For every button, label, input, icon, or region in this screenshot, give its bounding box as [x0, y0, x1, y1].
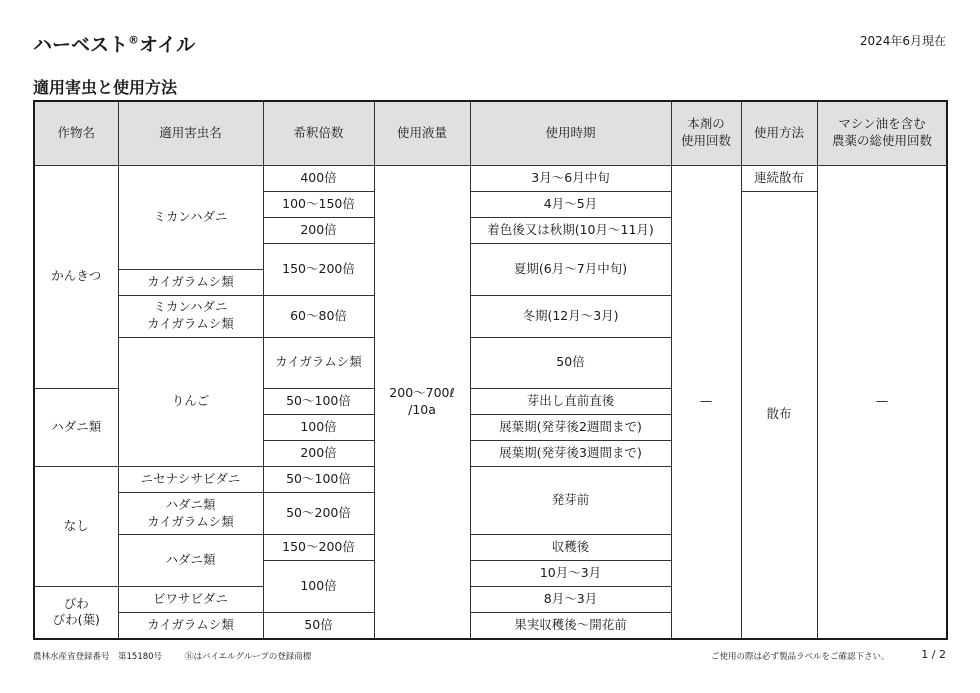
pest-cell: カイガラムシ類: [263, 337, 374, 389]
timing-cell: 芽出し直前直後: [470, 389, 671, 415]
timing-cell: 10月〜3月: [470, 561, 671, 587]
timing-cell: 発芽前: [470, 467, 671, 535]
timing-cell: 果実収穫後〜開花前: [470, 613, 671, 639]
header-method: 使用方法: [741, 101, 817, 165]
timing-cell: 収穫後: [470, 535, 671, 561]
timing-cell: 冬期(12月〜3月): [470, 295, 671, 337]
dilution-cell: 50〜200倍: [263, 493, 374, 535]
registration-number: 農林水産省登録番号 第15180号: [33, 652, 163, 662]
header-volume: 使用液量: [374, 101, 470, 165]
trademark-note: Ⓡはバイエルグループの登録商標: [185, 652, 312, 662]
timing-cell: 着色後又は秋期(10月〜11月): [470, 217, 671, 243]
total-cell: —: [817, 165, 947, 639]
crop-cell: びわ びわ(葉): [34, 587, 118, 639]
pest-cell: ミカンハダニ カイガラムシ類: [118, 295, 263, 337]
crop-cell: かんきつ: [34, 165, 118, 389]
dilution-cell: 150〜200倍: [263, 243, 374, 295]
dilution-cell: 50倍: [263, 613, 374, 639]
timing-cell: 展葉期(発芽後3週間まで): [470, 441, 671, 467]
header-crop: 作物名: [34, 101, 118, 165]
application-table: [33, 100, 948, 640]
table-row: [34, 165, 947, 191]
header-pest: 適用害虫名: [118, 101, 263, 165]
dilution-cell: 400倍: [263, 165, 374, 191]
dilution-cell: 50倍: [470, 337, 671, 389]
volume-cell: 200〜700ℓ /10a: [374, 165, 470, 639]
timing-cell: 夏期(6月〜7月中旬): [470, 243, 671, 295]
crop-cell: りんご: [118, 337, 263, 467]
document-date: 2024年6月現在: [859, 34, 946, 48]
pest-cell: ビワサビダニ: [118, 587, 263, 613]
pest-cell: カイガラムシ類: [118, 613, 263, 639]
page-number: 1 / 2: [921, 648, 946, 661]
document-title: ハーベスト®オイル: [33, 33, 196, 56]
method-cell: 散布: [741, 191, 817, 639]
label-notice: ご使用の際は必ず製品ラベルをご確認下さい。: [711, 652, 890, 662]
header-count: 本剤の 使用回数: [671, 101, 741, 165]
pest-cell: ハダニ類: [118, 535, 263, 587]
pest-cell: ハダニ類: [34, 389, 118, 467]
dilution-cell: 150〜200倍: [263, 535, 374, 561]
pest-cell: ハダニ類 カイガラムシ類: [118, 493, 263, 535]
pest-cell: ミカンハダニ: [118, 165, 263, 269]
timing-cell: 4月〜5月: [470, 191, 671, 217]
dilution-cell: 100倍: [263, 561, 374, 613]
timing-cell: 3月〜6月中旬: [470, 165, 671, 191]
pest-cell: ニセナシサビダニ: [118, 467, 263, 493]
registered-mark: ®: [128, 33, 140, 47]
header-total: マシン油を含む 農薬の総使用回数: [817, 101, 947, 165]
dilution-cell: 200倍: [263, 441, 374, 467]
method-cell: 連続散布: [741, 165, 817, 191]
dilution-cell: 50〜100倍: [263, 389, 374, 415]
dilution-cell: 100〜150倍: [263, 191, 374, 217]
dilution-cell: 50〜100倍: [263, 467, 374, 493]
header-dilution: 希釈倍数: [263, 101, 374, 165]
crop-cell: なし: [34, 467, 118, 587]
pest-cell: カイガラムシ類: [118, 269, 263, 295]
count-cell: —: [671, 165, 741, 639]
header-row: [34, 101, 947, 165]
timing-cell: 展葉期(発芽後2週間まで): [470, 415, 671, 441]
dilution-cell: 100倍: [263, 415, 374, 441]
dilution-cell: 200倍: [263, 217, 374, 243]
dilution-cell: 60〜80倍: [263, 295, 374, 337]
section-heading: 適用害虫と使用方法: [33, 78, 178, 97]
header-timing: 使用時期: [470, 101, 671, 165]
timing-cell: 8月〜3月: [470, 587, 671, 613]
